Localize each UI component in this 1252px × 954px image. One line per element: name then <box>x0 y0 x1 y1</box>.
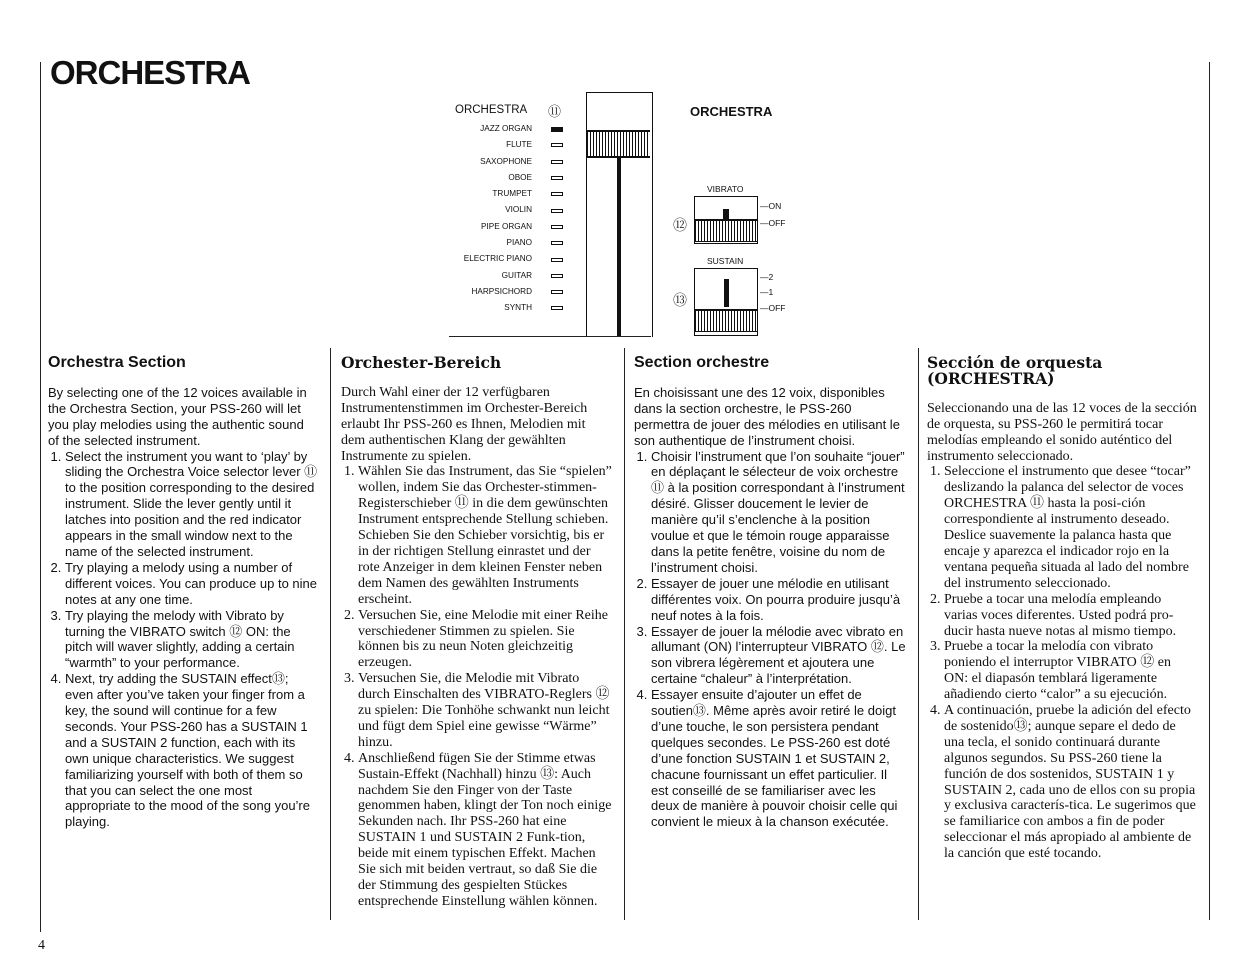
spanish-heading: Sección de orquesta (ORCHESTRA) <box>927 353 1103 388</box>
spanish-step: 3. Pruebe a tocar la melodía con vibrato poniendo el interruptor VIBRATO ⑫ en ON: el diapasón temblará ligeramente añadiendo cierto “calor” a su ejecución. <box>944 639 1197 703</box>
english-intro: By selecting one of the 12 voices available in the Orchestra Section, your PSS-260 will let you play melodies using the authentic sound of the selected instrument. <box>48 384 307 448</box>
selector-diagram-title: ORCHESTRA <box>455 104 528 116</box>
selector-lever-grip <box>587 130 650 158</box>
column-divider-3 <box>918 348 919 920</box>
instrument-label: SAXOPHONE <box>480 156 532 166</box>
left-margin-rule <box>40 62 41 932</box>
english-column <box>48 355 318 830</box>
vibrato-callout-number: ⑫ <box>673 218 687 234</box>
instrument-label: PIANO <box>506 238 532 248</box>
vibrato-switch-knob <box>723 209 729 219</box>
spanish-steps <box>927 464 1197 862</box>
indicator-lamp-off <box>551 192 563 196</box>
sustain-pos-off: OFF <box>768 303 786 313</box>
english-step: 1. Select the instrument you want to ‘play’ by sliding the Orchestra Voice selector lever ⑪ to the position corresponding to the desired instrument. Slide the lever gently until it latches into position and the red indicator appears in the small window next to the name of the selected instrument. <box>65 449 318 560</box>
vibrato-switch-grip <box>695 219 757 242</box>
sustain-label: SUSTAIN <box>707 256 744 266</box>
german-column <box>341 355 613 910</box>
indicator-lamp <box>551 300 565 316</box>
indicator-lamp-off <box>551 209 563 213</box>
indicator-lamp <box>551 251 565 267</box>
instrument-label: VIOLIN <box>505 205 532 215</box>
orchestra-voice-selector <box>586 92 653 337</box>
english-step: 2. Try playing a melody using a number of different voices. You can produce up to nine notes at any one time. <box>65 560 318 608</box>
german-heading: Orchester-Bereich <box>341 353 502 372</box>
indicator-lamp <box>551 121 565 137</box>
indicator-lamps <box>551 121 565 317</box>
english-step: 4. Next, try adding the SUSTAIN effect⑬; even after you’ve taken your finger from a key, the sound will continue for a few seconds. Your PSS-260 has a SUSTAIN 1 and a SUSTAIN 2 function, each with its own unique characteristics. We suggest familiarizing yourself with both of them so that you can select the one most appropriate to the mood of the song you’re playing. <box>65 671 318 830</box>
indicator-lamp-on <box>551 127 563 132</box>
indicator-lamp <box>551 268 565 284</box>
french-heading: Section orchestre <box>634 354 770 371</box>
spanish-column <box>927 355 1197 862</box>
indicator-lamp-off <box>551 290 563 294</box>
indicator-lamp-off <box>551 241 563 245</box>
instrument-label: FLUTE <box>506 140 532 150</box>
instrument-label: HARPSICHORD <box>471 286 532 296</box>
instrument-label: TRUMPET <box>492 189 532 199</box>
indicator-lamp <box>551 235 565 251</box>
sustain-callout-number: ⑬ <box>673 293 687 309</box>
french-steps <box>634 449 906 831</box>
german-step: 1. Wählen Sie das Instrument, das Sie “spielen” wollen, indem Sie das Orchester-stimmen-Registerschieber ⑪ in die dem gewünschten Instrument entsprechende Stellung schieben. Schieben Sie den Schieber vorsichtig, bis er in der richtigen Stellung einrastet und der rote Anzeiger in dem kleinen Fenster neben dem Namen des gewählten Instruments erscheint. <box>358 464 613 607</box>
german-step: 2. Versuchen Sie, eine Melodie mit einer Reihe verschiedener Stimmen zu spielen. Sie können bis zu neun Noten gleichzeitig erzeugen. <box>358 608 613 672</box>
sustain-1-label: —1 <box>760 287 774 297</box>
instrument-list <box>440 121 532 317</box>
spanish-step: 4. A continuación, pruebe la adición del efecto de sostenido⑬; aunque separe el dedo de una tecla, el sonido continuará durante algunos segundos. Su PSS-260 tiene la función de dos sostenidos, SUSTAIN 1 y SUSTAIN 2, cada uno de ellos con su propia y exclusiva caracterís-tica. Le sugerimos que se familiarice con ambos a fin de poder seleccionar el más apropiado al ambiente de la canción que esté tocando. <box>944 703 1197 862</box>
french-step: 2. Essayer de jouer une mélodie en utilisant différentes voix. On pourra produire jusqu’à neuf notes à la fois. <box>651 576 906 624</box>
column-divider-2 <box>624 348 625 920</box>
vibrato-pos-on: ON <box>768 201 782 211</box>
french-step: 3. Essayer de jouer la mélodie avec vibrato en allumant (ON) l’interrupteur VIBRATO ⑫. Le son vibrera légèrement et ajoutera une certaine “chaleur” à l’interprétation. <box>651 624 906 688</box>
page-number: 4 <box>38 938 45 953</box>
french-step: 1. Choisir l’instrument que l’on souhaite “jouer” en déplaçant le sélecteur de voix orchestre ⑪ à la position correspondant à l’instrument désiré. Glisser doucement le levier de manière qu’il s’enclenche à la position voulue et que le témoin rouge apparaisse dans la petite fenêtre, voisine du nom de l’instrument choisi. <box>651 449 906 576</box>
sustain-switch-knob <box>724 279 729 307</box>
selector-callout-number: ⑪ <box>548 105 562 120</box>
french-intro: En choisissant une des 12 voix, disponibles dans la section orchestre, le PSS-260 permettra de jouer des mélodies en utilisant le son authentique de l’instrument choisi. <box>634 384 900 448</box>
indicator-lamp <box>551 170 565 186</box>
indicator-lamp <box>551 284 565 300</box>
indicator-lamp <box>551 186 565 202</box>
sustain-pos-1: 1 <box>768 287 774 297</box>
instrument-label: GUITAR <box>501 270 532 280</box>
english-steps <box>48 449 318 831</box>
indicator-lamp <box>551 219 565 235</box>
instrument-label: ELECTRIC PIANO <box>463 254 532 264</box>
instrument-label: PIPE ORGAN <box>481 221 532 231</box>
indicator-lamp <box>551 154 565 170</box>
english-step: 3. Try playing the melody with Vibrato by turning the VIBRATO switch ⑫ ON: the pitch will waver slightly, adding a certain “warmth” to your performance. <box>65 608 318 672</box>
french-step: 4. Essayer ensuite d’ajouter un effet de soutien⑬. Même après avoir retiré le doigt d’une touche, le son persistera pendant quelques secondes. Le PSS-260 est doté d’une fonction SUSTAIN 1 et SUSTAIN 2, chacune fournissant un effet particulier. Il est conseillé de se familiariser avec les deux de manière à pouvoir choisir celle qui convient le mieux à la chanson exécutée. <box>651 687 906 830</box>
sustain-2-label: —2 <box>760 272 774 282</box>
vibrato-switch <box>694 196 758 244</box>
english-heading: Orchestra Section <box>48 354 186 371</box>
column-divider-1 <box>330 348 331 920</box>
switch-diagram-title: ORCHESTRA <box>690 104 773 119</box>
spanish-step: 2. Pruebe a tocar una melodía empleando varias voces diferentes. Usted podrá pro-ducir hasta nueve notas al mismo tiempo. <box>944 592 1197 640</box>
instrument-label: JAZZ ORGAN <box>480 124 532 133</box>
indicator-lamp <box>551 137 565 153</box>
sustain-off-label: —OFF <box>760 303 786 313</box>
spanish-intro: Seleccionando una de las 12 voces de la sección de orquesta, su PSS-260 le permitirá tocar melodías empleando el sonido auténtico del instrumento seleccionado. <box>927 400 1197 464</box>
right-margin-rule <box>1209 62 1210 920</box>
indicator-lamp-off <box>551 258 563 262</box>
indicator-lamp-off <box>551 274 563 278</box>
vibrato-on-label: —ON <box>760 201 782 211</box>
vibrato-off-label: —OFF <box>760 218 786 228</box>
selector-base-line <box>449 336 651 337</box>
german-steps <box>341 464 613 909</box>
selector-slot <box>617 156 621 336</box>
instrument-label: SYNTH <box>504 303 532 313</box>
instrument-label: OBOE <box>508 172 532 182</box>
sustain-pos-2: 2 <box>768 272 774 282</box>
vibrato-pos-off: OFF <box>768 218 786 228</box>
sustain-switch-grip <box>695 309 757 332</box>
spanish-step: 1. Seleccione el instrumento que desee “tocar” deslizando la palanca del selector de voces ORCHESTRA ⑪ hasta la posi-ción correspondiente al instrumento deseado. Deslice suavemente la palanca hasta que encaje y aparezca el indicador rojo en la ventana pequeña situada al lado del nombre del instrumento seleccionado. <box>944 464 1197 591</box>
german-step: 4. Anschließend fügen Sie der Stimme etwas Sustain-Effekt (Nachhall) hinzu ⑬: Auch nachdem Sie den Finger von der Taste genommen haben, klingt der Ton noch einige Sekunden nach. Ihr PSS-260 hat eine SUSTAIN 1 und SUSTAIN 2 Funk-tion, beide mit einem typischen Effekt. Machen Sie sich mit beiden vertraut, so daß Sie die der Stimmung des gespielten Stückes entsprechende Einstellung wählen können. <box>358 751 613 910</box>
indicator-lamp-off <box>551 160 563 164</box>
indicator-lamp <box>551 202 565 218</box>
indicator-lamp-off <box>551 225 563 229</box>
german-step: 3. Versuchen Sie, die Melodie mit Vibrato durch Einschalten des VIBRATO-Reglers ⑫ zu spielen: Die Tonhöhe schwankt nun leicht und fügt dem Spiel eine gewisse “Wärme” hinzu. <box>358 671 613 751</box>
sustain-switch <box>694 268 758 336</box>
french-column <box>634 355 906 830</box>
page-title: ORCHESTRA <box>50 54 251 91</box>
indicator-lamp-off <box>551 176 563 180</box>
german-intro: Durch Wahl einer der 12 verfügbaren Instrumentenstimmen im Orchester-Bereich erlaubt Ihr PSS-260 es Ihnen, Melodien mit dem authentischen Klang der gewählten Instrumente zu spielen. <box>341 384 588 464</box>
indicator-lamp-off <box>551 143 563 147</box>
vibrato-label: VIBRATO <box>707 184 744 194</box>
indicator-lamp-off <box>551 306 563 310</box>
